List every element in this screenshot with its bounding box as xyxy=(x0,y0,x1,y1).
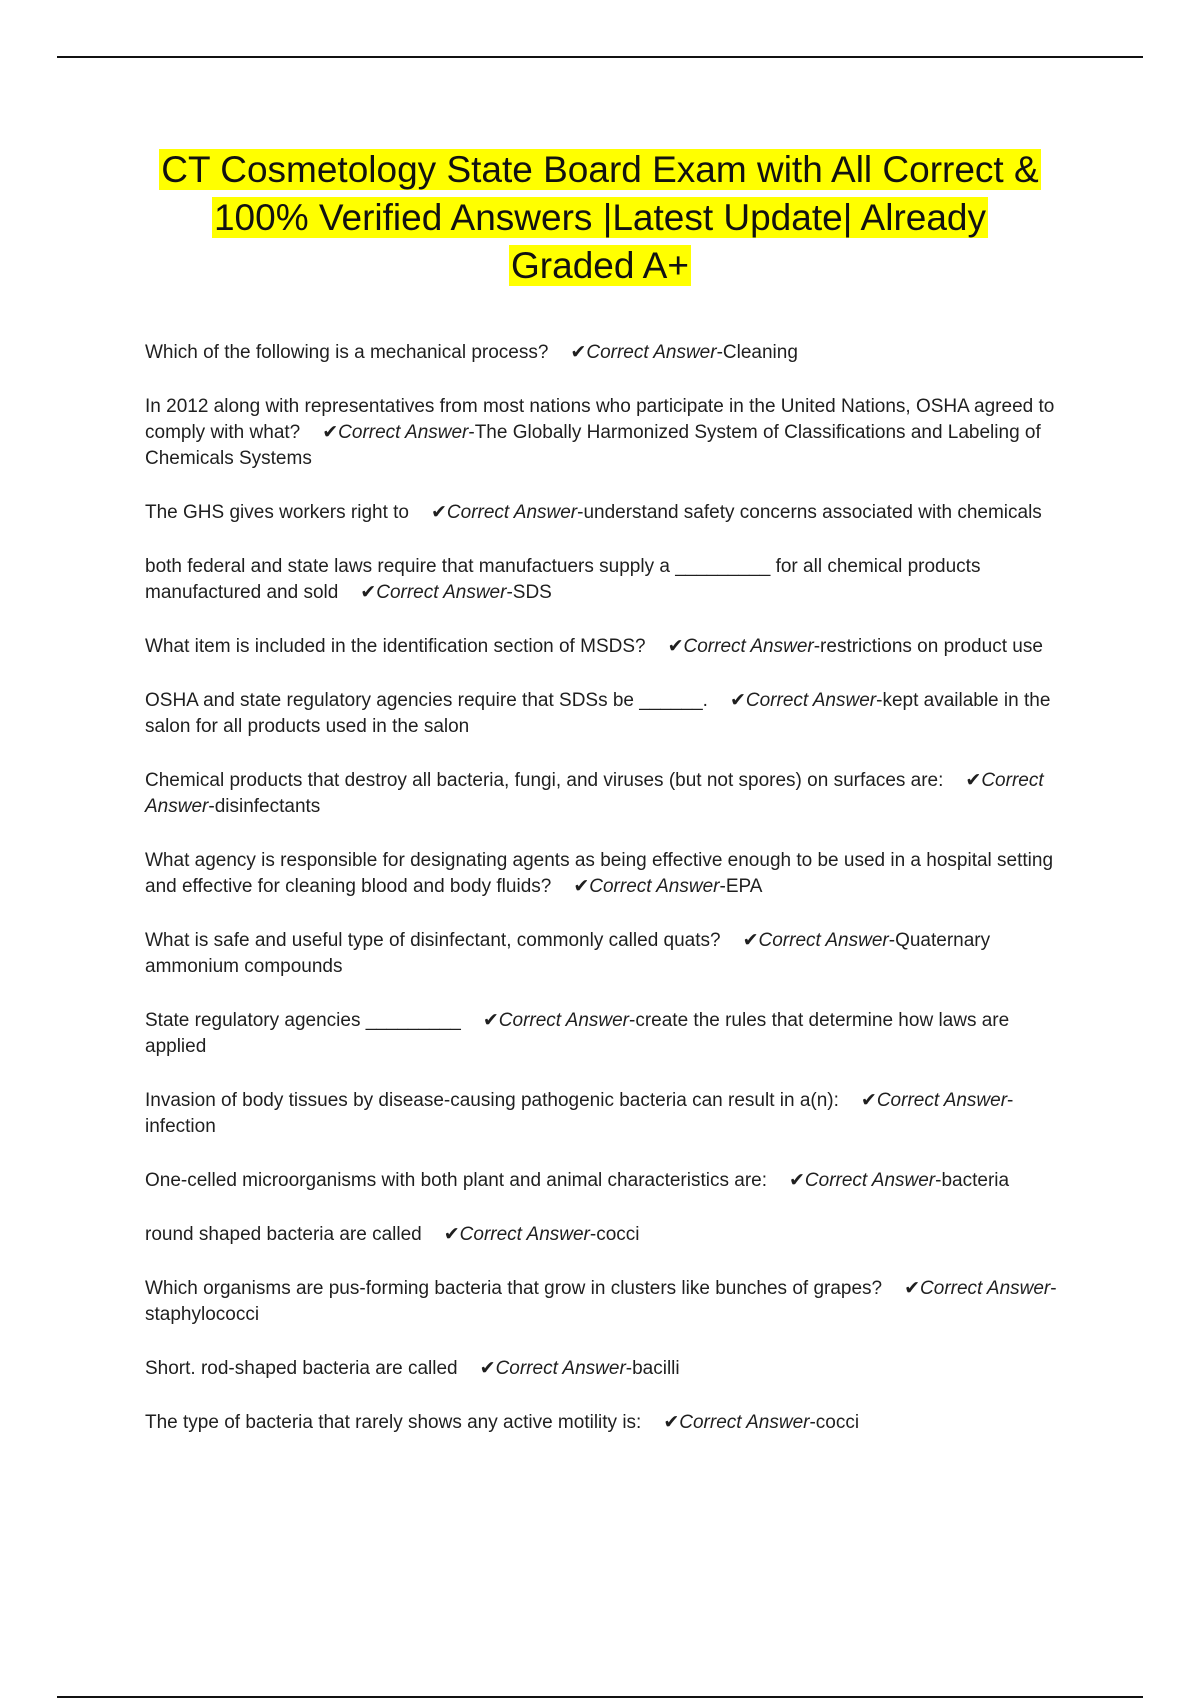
checkmark-icon: ✔ xyxy=(573,876,590,897)
question-text: What agency is responsible for designating agents as being effective enough to be used in a hospital setting and effective for cleaning blood and body fluids? xyxy=(145,850,1054,897)
question-text: Which of the following is a mechanical process? xyxy=(145,342,549,363)
qa-item xyxy=(145,1356,1075,1382)
answer-label: Correct Answer xyxy=(446,502,578,523)
answer-text: disinfectants xyxy=(214,796,321,817)
checkmark-icon: ✔ xyxy=(482,1010,499,1031)
answer-label: Correct Answer xyxy=(338,422,469,443)
answer-separator: - xyxy=(468,422,475,443)
document-title xyxy=(120,146,1080,290)
question-text: The type of bacteria that rarely shows any active motility is: xyxy=(145,1412,642,1433)
qa-item xyxy=(145,1276,1075,1328)
question-text: The GHS gives workers right to xyxy=(145,502,409,523)
answer-label: Correct Answer xyxy=(586,342,717,363)
checkmark-icon: ✔ xyxy=(860,1090,877,1111)
qa-item xyxy=(145,848,1075,900)
answer-separator: - xyxy=(589,1224,597,1245)
answer-text: restrictions on product use xyxy=(820,636,1043,657)
checkmark-icon: ✔ xyxy=(742,930,759,951)
question-text: State regulatory agencies _________ xyxy=(145,1010,461,1031)
qa-item xyxy=(145,394,1075,472)
answer-separator: - xyxy=(1007,1090,1014,1111)
answer-separator: - xyxy=(208,796,215,817)
qa-item xyxy=(145,768,1075,820)
title-line: 100% Verified Answers |Latest Update| Already xyxy=(213,197,986,238)
answer-label: Correct Answer xyxy=(683,636,814,657)
answer-label: Correct Answer xyxy=(459,1224,590,1245)
answer-label: Correct Answer xyxy=(679,1412,810,1433)
answer-text: cocci xyxy=(815,1412,860,1433)
answer-separator: - xyxy=(813,636,821,657)
answer-text: EPA xyxy=(725,876,763,897)
checkmark-icon: ✔ xyxy=(667,636,684,657)
question-text: both federal and state laws require that manufactuers supply a _________ for all chemical products manufactured and sold xyxy=(145,556,981,603)
answer-separator: - xyxy=(716,342,723,363)
checkmark-icon: ✔ xyxy=(322,422,339,443)
answer-separator: - xyxy=(719,876,726,897)
answer-separator: - xyxy=(935,1170,942,1191)
answer-label: Correct Answer xyxy=(758,930,889,951)
checkmark-icon: ✔ xyxy=(965,770,982,791)
question-text: Which organisms are pus-forming bacteria that grow in clusters like bunches of grapes? xyxy=(145,1278,883,1299)
answer-separator: - xyxy=(577,502,584,523)
qa-item xyxy=(145,1222,1075,1248)
answer-label: Correct Answer xyxy=(745,690,877,711)
question-text: OSHA and state regulatory agencies require that SDSs be ______. xyxy=(145,690,708,711)
title-line: CT Cosmetology State Board Exam with All Correct & xyxy=(161,149,1039,190)
question-text: Short. rod-shaped bacteria are called xyxy=(145,1358,458,1379)
question-text: What is safe and useful type of disinfectant, commonly called quats? xyxy=(145,930,721,951)
question-text: Invasion of body tissues by disease-causing pathogenic bacteria can result in a(n): xyxy=(145,1090,839,1111)
bottom-rule xyxy=(57,1696,1143,1698)
qa-item xyxy=(145,928,1075,980)
answer-separator: - xyxy=(629,1010,636,1031)
answer-separator: - xyxy=(1050,1278,1057,1299)
qa-item xyxy=(145,340,1075,366)
answer-text: infection xyxy=(145,1116,216,1137)
question-text: What item is included in the identification section of MSDS? xyxy=(145,636,646,657)
answer-label: Correct Answer xyxy=(876,1090,1008,1111)
answer-label: Correct Answer xyxy=(920,1278,1051,1299)
checkmark-icon: ✔ xyxy=(789,1170,805,1191)
checkmark-icon: ✔ xyxy=(360,582,377,603)
qa-item xyxy=(145,634,1075,660)
answer-label: Correct Answer xyxy=(804,1170,936,1191)
title-line: Graded A+ xyxy=(511,245,689,286)
qa-item xyxy=(145,688,1075,740)
checkmark-icon: ✔ xyxy=(570,342,587,363)
answer-text: create the rules that determine how laws are applied xyxy=(145,1010,1010,1057)
checkmark-icon: ✔ xyxy=(443,1224,460,1245)
qa-item xyxy=(145,1410,1075,1436)
answer-separator: - xyxy=(888,930,896,951)
answer-text: Quaternary ammonium compounds xyxy=(145,930,991,977)
answer-label: Correct Answer xyxy=(495,1358,626,1379)
answer-label: Correct Answer xyxy=(376,582,507,603)
qa-item xyxy=(145,1168,1075,1194)
qa-item xyxy=(145,1008,1075,1060)
answer-text: cocci xyxy=(596,1224,640,1245)
answer-label: Correct Answer xyxy=(145,770,1044,817)
question-text: One-celled microorganisms with both plant and animal characteristics are: xyxy=(145,1170,767,1191)
answer-separator: - xyxy=(506,582,513,603)
answer-text: Cleaning xyxy=(722,342,798,363)
qa-item xyxy=(145,1088,1075,1140)
question-text: Chemical products that destroy all bacteria, fungi, and viruses (but not spores) on surfaces are: xyxy=(145,770,944,791)
answer-separator: - xyxy=(625,1358,633,1379)
answer-text: SDS xyxy=(512,582,552,603)
checkmark-icon: ✔ xyxy=(479,1358,496,1379)
question-text: round shaped bacteria are called xyxy=(145,1224,422,1245)
qa-item xyxy=(145,500,1075,526)
top-rule xyxy=(57,56,1143,58)
answer-separator: - xyxy=(809,1412,816,1433)
checkmark-icon: ✔ xyxy=(663,1412,680,1433)
qa-list xyxy=(145,340,1075,1464)
answer-text: The Globally Harmonized System of Classifications and Labeling of Chemicals Systems xyxy=(145,422,1041,469)
checkmark-icon: ✔ xyxy=(430,502,447,523)
answer-text: bacilli xyxy=(632,1358,680,1379)
answer-label: Correct Answer xyxy=(498,1010,629,1031)
answer-text: bacteria xyxy=(941,1170,1010,1191)
answer-separator: - xyxy=(876,690,883,711)
answer-text: staphylococci xyxy=(145,1304,260,1325)
answer-text: kept available in the salon for all products used in the salon xyxy=(145,690,1051,737)
question-text: In 2012 along with representatives from most nations who participate in the United Nations, OSHA agreed to comply with what? xyxy=(145,396,1055,443)
answer-label: Correct Answer xyxy=(589,876,720,897)
checkmark-icon: ✔ xyxy=(904,1278,921,1299)
checkmark-icon: ✔ xyxy=(729,690,746,711)
qa-item xyxy=(145,554,1075,606)
answer-text: understand safety concerns associated with chemicals xyxy=(583,502,1042,523)
